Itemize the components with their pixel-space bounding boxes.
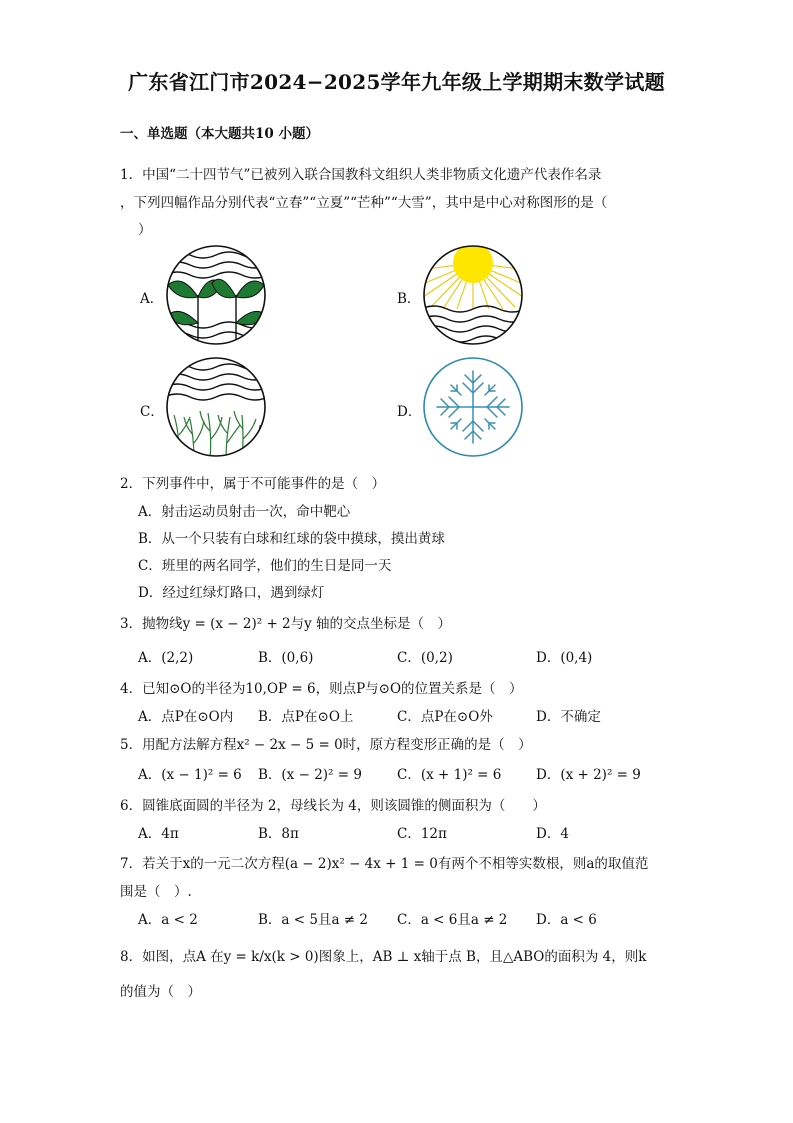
q7-option-c: C．a < 6且a ≠ 2 bbox=[397, 912, 508, 928]
q1-option-a-label: A． bbox=[140, 291, 164, 307]
q1-figure-a-spring-sprouts bbox=[164, 243, 268, 347]
q6-option-a: A．4π bbox=[138, 826, 179, 842]
q6-option-b: B．8π bbox=[258, 826, 299, 842]
q1-stem-line3: ） bbox=[138, 222, 152, 238]
q2-option-c: C．班里的两名同学，他们的生日是同一天 bbox=[138, 558, 392, 574]
q7-option-b: B．a < 5且a ≠ 2 bbox=[258, 912, 368, 928]
q6-stem: 6．圆锥底面圆的半径为 2，母线长为 4，则该圆锥的侧面积为（ ） bbox=[120, 798, 546, 814]
q4-option-d: D．不确定 bbox=[536, 709, 601, 725]
q1-figure-b-summer-sun bbox=[421, 243, 525, 347]
q8-stem-line1: 8．如图，点A 在y = k/x(k > 0)图象上，AB ⊥ x轴于点 B，且△ABO的面积为 4，则k bbox=[120, 949, 647, 965]
q5-option-c: C．(x + 1)² = 6 bbox=[397, 767, 502, 783]
q1-figure-c-grain-grass bbox=[164, 355, 268, 459]
q1-figure-d-snowflake bbox=[421, 355, 525, 459]
q7-option-d: D．a < 6 bbox=[536, 912, 597, 928]
q4-option-a: A．点P在⊙O内 bbox=[138, 709, 234, 725]
q8-stem-line2: 的值为（ ） bbox=[120, 984, 201, 1000]
q2-option-d: D．经过红绿灯路口，遇到绿灯 bbox=[138, 585, 325, 601]
q4-stem: 4．已知⊙O的半径为10,OP = 6，则点P与⊙O的位置关系是（ ） bbox=[120, 681, 523, 697]
q4-option-c: C．点P在⊙O外 bbox=[397, 709, 493, 725]
q1-option-b-label: B． bbox=[397, 291, 421, 307]
q3-option-d: D．(0,4) bbox=[536, 650, 593, 666]
q1-option-c-label: C． bbox=[140, 404, 164, 420]
q7-option-a: A．a < 2 bbox=[138, 912, 198, 928]
q4-option-b: B．点P在⊙O上 bbox=[258, 709, 354, 725]
q1-option-d-label: D． bbox=[397, 404, 422, 420]
q1-stem-line2: ，下列四幅作品分别代表“立春”“立夏”“芒种”“大雪”，其中是中心对称图形的是（ bbox=[120, 195, 608, 211]
q3-option-a: A．(2,2) bbox=[138, 650, 194, 666]
q2-stem: 2．下列事件中，属于不可能事件的是（ ） bbox=[120, 476, 386, 492]
q6-option-d: D．4 bbox=[536, 826, 569, 842]
q2-option-b: B．从一个只装有白球和红球的袋中摸球，摸出黄球 bbox=[138, 531, 445, 547]
q5-option-a: A．(x − 1)² = 6 bbox=[138, 767, 242, 783]
q3-option-b: B．(0,6) bbox=[258, 650, 314, 666]
q7-stem-line2: 围是（ ）. bbox=[120, 884, 192, 900]
section-heading: 一、单选题（本大题共10 小题） bbox=[120, 126, 319, 142]
q5-option-b: B．(x − 2)² = 9 bbox=[258, 767, 362, 783]
q6-option-c: C．12π bbox=[397, 826, 447, 842]
q2-option-a: A．射击运动员射击一次，命中靶心 bbox=[138, 504, 351, 520]
q3-option-c: C．(0,2) bbox=[397, 650, 453, 666]
q5-option-d: D．(x + 2)² = 9 bbox=[536, 767, 641, 783]
q7-stem-line1: 7．若关于x的一元二次方程(a − 2)x² − 4x + 1 = 0有两个不相等实数根，则a的取值范 bbox=[120, 856, 649, 872]
q3-stem: 3．抛物线y = (x − 2)² + 2与y 轴的交点坐标是（ ） bbox=[120, 616, 452, 632]
q1-stem-line1: 1．中国“二十四节气”已被列入联合国教科文组织人类非物质文化遗产代表作名录 bbox=[120, 167, 602, 183]
q5-stem: 5．用配方法解方程x² − 2x − 5 = 0时，原方程变形正确的是（ ） bbox=[120, 737, 532, 753]
page-title: 广东省江门市2024−2025学年九年级上学期期末数学试题 bbox=[128, 70, 665, 94]
